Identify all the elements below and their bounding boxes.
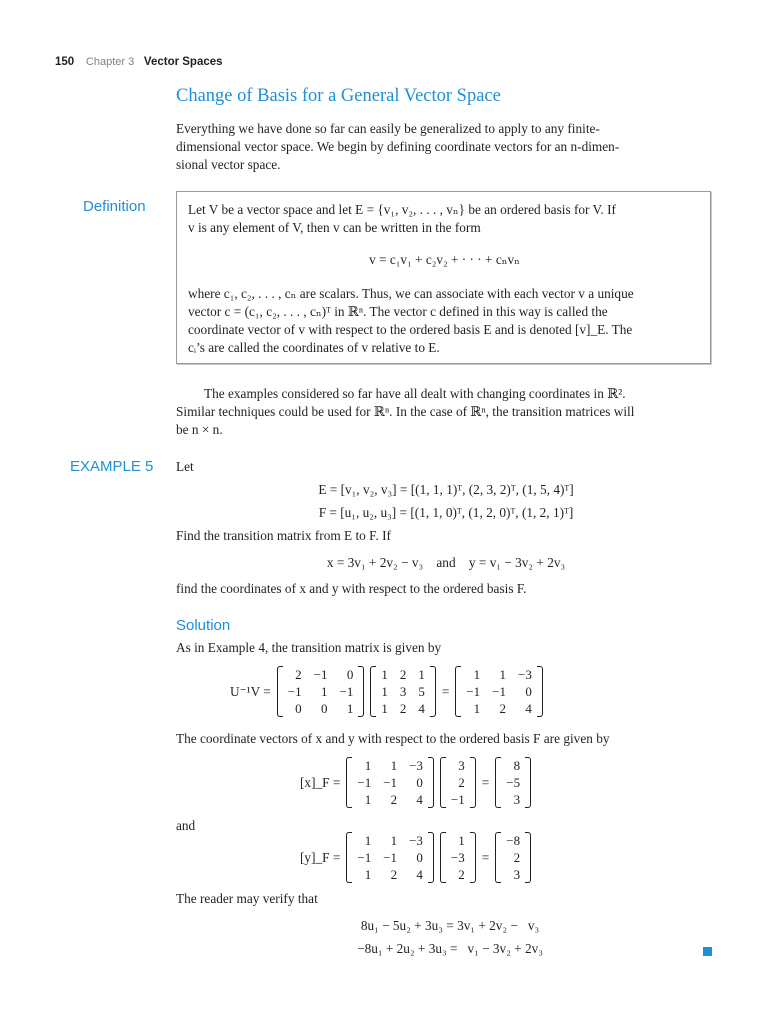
matrix-entry: 4 bbox=[416, 867, 423, 882]
matrix-entry: 0 bbox=[416, 850, 423, 865]
vector-x-e bbox=[440, 757, 476, 808]
example-let: Let bbox=[176, 459, 194, 474]
definition-text-2 bbox=[188, 285, 702, 357]
matrix-row bbox=[282, 700, 360, 717]
matrix-entry: −8 bbox=[506, 833, 521, 848]
definition-line: coordinate vector of v with respect to the ordered basis E and is denoted [v]_E. The bbox=[188, 322, 633, 337]
matrix-entry: −1 bbox=[357, 775, 372, 790]
definition-line: cᵢ’s are called the coordinates of v relative to E. bbox=[188, 340, 440, 355]
matrix-entry: 0 bbox=[525, 684, 532, 699]
matrix-entry: 1 bbox=[364, 833, 372, 848]
matrix-entry: 1 bbox=[499, 667, 507, 682]
intro-paragraph bbox=[176, 120, 714, 174]
matrix-entry: 3 bbox=[513, 792, 521, 807]
matrix-entry: 1 bbox=[320, 684, 328, 699]
xy-equation: x = 3v₁ + 2v₂ − v₃ and y = v₁ − 3v₂ + 2v₃ bbox=[326, 555, 566, 570]
matrix-row bbox=[351, 866, 429, 883]
matrix-row bbox=[500, 791, 526, 808]
intro-line: Everything we have done so far can easily be generalized to apply to any finite- bbox=[176, 121, 600, 136]
equals-sign: = bbox=[481, 774, 490, 790]
matrix-entry: 4 bbox=[418, 701, 425, 716]
y-coordinate-equation bbox=[300, 832, 531, 883]
matrix-entry: 2 bbox=[513, 850, 521, 865]
matrix-entry: 1 bbox=[381, 684, 388, 699]
matrix-entry: 2 bbox=[458, 775, 465, 790]
matrix-entry: 3 bbox=[513, 867, 521, 882]
matrix-entry: 0 bbox=[320, 701, 328, 716]
matrix-entry: −3 bbox=[450, 850, 465, 865]
matrix-entry: 2 bbox=[390, 792, 398, 807]
matrix-entry: 1 bbox=[346, 701, 354, 716]
verify-equation-2: −8u₁ + 2u₂ + 3u₃ = v₁ − 3v₂ + 2v₃ bbox=[357, 941, 543, 956]
intro-line: sional vector space. bbox=[176, 157, 281, 172]
x-coordinate-equation bbox=[300, 757, 531, 808]
paragraph-line: Similar techniques could be used for ℝⁿ. In the case of ℝⁿ, the transition matrices will bbox=[176, 404, 635, 419]
running-header bbox=[55, 53, 223, 68]
matrix-transition-x bbox=[346, 757, 434, 808]
matrix-row bbox=[375, 683, 431, 700]
definition-box bbox=[176, 191, 711, 364]
matrix-entry: 2 bbox=[295, 667, 302, 682]
matrix-entry: −1 bbox=[383, 850, 398, 865]
matrix-entry: 3 bbox=[458, 758, 465, 773]
matrix-row bbox=[460, 700, 538, 717]
matrix-entry: 5 bbox=[418, 684, 425, 699]
matrix-entry: 1 bbox=[381, 667, 388, 682]
matrix-entry: 1 bbox=[364, 758, 372, 773]
matrix-row bbox=[282, 666, 360, 683]
matrix-row bbox=[445, 774, 471, 791]
matrix-entry: 0 bbox=[295, 701, 302, 716]
transition-paragraph bbox=[176, 385, 714, 439]
definition-line: where c₁, c₂, . . . , cₙ are scalars. Thus, we can associate with each vector v a unique bbox=[188, 286, 634, 301]
matrix-entry: 1 bbox=[364, 792, 372, 807]
matrix-row bbox=[351, 832, 429, 849]
matrix-row bbox=[351, 849, 429, 866]
matrix-entry: 2 bbox=[399, 667, 407, 682]
basis-E-equation: E = [v₁, v₂, v₃] = [(1, 1, 1)ᵀ, (2, 3, 2)ᵀ, (1, 5, 4)ᵀ] bbox=[318, 482, 574, 497]
matrix-transition-y bbox=[346, 832, 434, 883]
matrix-row bbox=[282, 683, 360, 700]
matrix-entry: 2 bbox=[499, 701, 507, 716]
find-transition-text: Find the transition matrix from E to F. If bbox=[176, 528, 391, 543]
transition-matrix-equation bbox=[230, 666, 543, 717]
matrix-entry: 3 bbox=[399, 684, 407, 699]
and-text: and bbox=[176, 818, 196, 833]
basis-F-equation: F = [u₁, u₂, u₃] = [(1, 1, 0)ᵀ, (1, 2, 0)ᵀ, (1, 2, 1)ᵀ] bbox=[318, 505, 574, 520]
matrix-row bbox=[445, 757, 471, 774]
matrix-entry: 0 bbox=[346, 667, 354, 682]
definition-line: v is any element of V, then v can be written in the form bbox=[188, 220, 481, 235]
vector-x-f bbox=[495, 757, 531, 808]
matrix-entry: −5 bbox=[506, 775, 521, 790]
matrix-row bbox=[445, 849, 471, 866]
matrix-row bbox=[460, 666, 538, 683]
verify-text: The reader may verify that bbox=[176, 891, 318, 906]
matrix-row bbox=[375, 700, 431, 717]
matrix-row bbox=[375, 666, 431, 683]
chapter-label: Chapter 3 bbox=[85, 56, 135, 68]
paragraph-line: The examples considered so far have all dealt with changing coordinates in ℝ². bbox=[204, 386, 626, 401]
matrix-entry: −3 bbox=[409, 833, 423, 848]
matrix-entry: 0 bbox=[416, 775, 423, 790]
matrix-entry: −1 bbox=[383, 775, 398, 790]
matrix-entry: 1 bbox=[458, 833, 465, 848]
matrix-row bbox=[500, 849, 526, 866]
matrix-entry: −1 bbox=[492, 684, 507, 699]
matrix-entry: 1 bbox=[473, 667, 481, 682]
vector-y-f bbox=[495, 832, 531, 883]
matrix-entry: −1 bbox=[313, 667, 328, 682]
matrix-entry: 1 bbox=[381, 701, 388, 716]
matrix-row bbox=[445, 866, 471, 883]
matrix-row bbox=[351, 791, 429, 808]
matrix-row bbox=[500, 757, 526, 774]
vector-y-e bbox=[440, 832, 476, 883]
matrix-row bbox=[500, 832, 526, 849]
matrix-entry: 1 bbox=[364, 867, 372, 882]
matrix-v bbox=[370, 666, 436, 717]
matrix-entry: 1 bbox=[390, 758, 398, 773]
example-label: EXAMPLE 5 bbox=[70, 458, 154, 475]
equals-sign: = bbox=[481, 849, 490, 865]
matrix-entry: −1 bbox=[339, 684, 354, 699]
find-coordinates-text: find the coordinates of x and y with respect to the ordered basis F. bbox=[176, 581, 527, 596]
matrix-entry: −1 bbox=[287, 684, 302, 699]
definition-equation: v = c₁v₁ + c₂v₂ + · · · + cₙvₙ bbox=[369, 252, 520, 267]
section-title: Change of Basis for a General Vector Space bbox=[176, 86, 501, 106]
solution-text: As in Example 4, the transition matrix is given by bbox=[176, 640, 442, 655]
solution-label: Solution bbox=[176, 617, 231, 634]
end-of-example-square bbox=[703, 947, 712, 956]
matrix-entry: −3 bbox=[518, 667, 532, 682]
matrix-entry: −1 bbox=[450, 792, 465, 807]
matrix-row bbox=[351, 774, 429, 791]
matrix-row bbox=[445, 832, 471, 849]
matrix-row bbox=[351, 757, 429, 774]
intro-line: dimensional vector space. We begin by defining coordinate vectors for an n-dimen- bbox=[176, 139, 620, 154]
matrix-row bbox=[445, 791, 471, 808]
definition-text bbox=[188, 201, 702, 237]
chapter-title: Vector Spaces bbox=[143, 56, 223, 68]
matrix-u-inverse bbox=[277, 666, 365, 717]
verify-equation-1: 8u₁ − 5u₂ + 3u₃ = 3v₁ + 2v₂ − v₃ bbox=[360, 918, 540, 933]
matrix-entry: 4 bbox=[525, 701, 532, 716]
matrix-entry: 8 bbox=[513, 758, 521, 773]
matrix-entry: 2 bbox=[390, 867, 398, 882]
matrix-entry: −3 bbox=[409, 758, 423, 773]
matrix-entry: 2 bbox=[458, 867, 465, 882]
y-label: [y]_F = bbox=[300, 849, 341, 865]
uv-label: U⁻¹V = bbox=[230, 683, 271, 699]
matrix-row bbox=[460, 683, 538, 700]
paragraph-line: be n × n. bbox=[176, 422, 223, 437]
definition-label: Definition bbox=[83, 198, 146, 215]
page-number: 150 bbox=[55, 56, 75, 68]
equals-sign: = bbox=[441, 683, 450, 699]
matrix-row bbox=[500, 774, 526, 791]
matrix-entry: 1 bbox=[473, 701, 481, 716]
matrix-result bbox=[455, 666, 543, 717]
definition-line: vector c = (c₁, c₂, . . . , cₙ)ᵀ in ℝⁿ. The vector c defined in this way is called the bbox=[188, 304, 608, 319]
matrix-entry: 2 bbox=[399, 701, 407, 716]
definition-line: Let V be a vector space and let E = {v₁, v₂, . . . , vₙ} be an ordered basis for V. If bbox=[188, 202, 616, 217]
matrix-entry: −1 bbox=[466, 684, 481, 699]
coordinate-vectors-text: The coordinate vectors of x and y with respect to the ordered basis F are given by bbox=[176, 731, 610, 746]
matrix-entry: 1 bbox=[418, 667, 425, 682]
matrix-entry: 1 bbox=[390, 833, 398, 848]
matrix-entry: −1 bbox=[357, 850, 372, 865]
matrix-row bbox=[500, 866, 526, 883]
matrix-entry: 4 bbox=[416, 792, 423, 807]
x-label: [x]_F = bbox=[300, 774, 341, 790]
